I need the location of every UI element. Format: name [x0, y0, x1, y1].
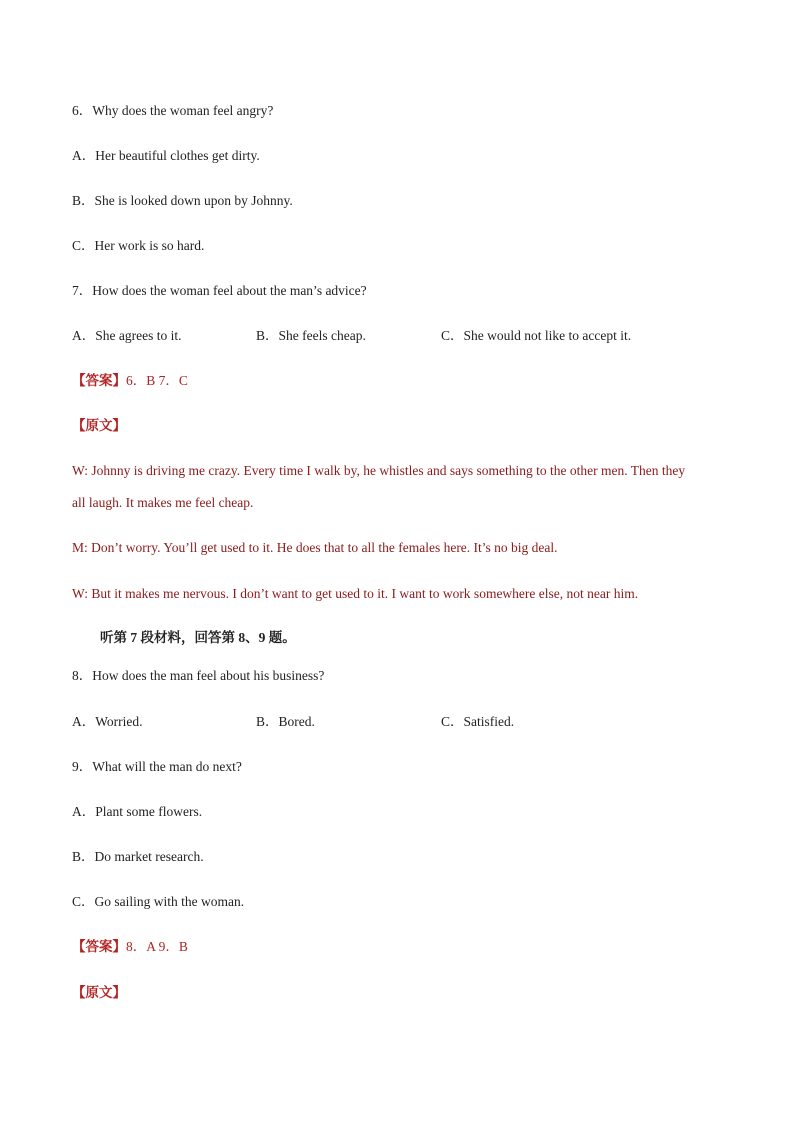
question-6-option-c: C．Her work is so hard. [72, 238, 205, 253]
question-6-option-a: A．Her beautiful clothes get dirty. [72, 148, 260, 163]
question-9-option-b: B．Do market research. [72, 849, 204, 864]
original-text-label-1: 【原文】 [72, 418, 126, 433]
section-heading: 听第 7 段材料，回答第 8、9 题。 [100, 630, 296, 645]
answer-block-1 [72, 372, 188, 390]
transcript-line-m1: M: Don’t worry. You’ll get used to it. He does that to all the females here. It’s no big deal. [72, 540, 558, 555]
question-7-option-a: A．She agrees to it. [72, 328, 182, 343]
question-9-option-c: C．Go sailing with the woman. [72, 894, 245, 909]
answer-label: 【答案】 [72, 939, 126, 954]
question-9-option-a: A．Plant some flowers. [72, 804, 203, 819]
answer-values: 8．A 9．B [126, 939, 188, 954]
answer-values: 6．B 7．C [126, 373, 188, 388]
question-9-stem: 9．What will the man do next? [72, 759, 242, 774]
question-7-option-b: B．She feels cheap. [256, 328, 366, 343]
transcript-line-w1a: W: Johnny is driving me crazy. Every time I walk by, he whistles and says something to the other men. Then they [72, 463, 686, 478]
question-6-stem: 6．Why does the woman feel angry? [72, 103, 274, 118]
answer-label: 【答案】 [72, 373, 126, 388]
question-7-stem: 7．How does the woman feel about the man’s advice? [72, 283, 367, 298]
question-8-option-c: C．Satisfied. [441, 714, 515, 729]
question-6-option-b: B．She is looked down upon by Johnny. [72, 193, 293, 208]
question-8-stem: 8．How does the man feel about his business? [72, 668, 325, 683]
question-8-option-a: A．Worried. [72, 714, 143, 729]
transcript-line-w1b: all laugh. It makes me feel cheap. [72, 495, 254, 510]
question-7-option-c: C．She would not like to accept it. [441, 328, 632, 343]
answer-block-2 [72, 938, 188, 956]
transcript-line-w2: W: But it makes me nervous. I don’t want to get used to it. I want to work somewhere else, not near him. [72, 586, 639, 601]
question-8-option-b: B．Bored. [256, 714, 315, 729]
original-text-label-2: 【原文】 [72, 985, 126, 1000]
